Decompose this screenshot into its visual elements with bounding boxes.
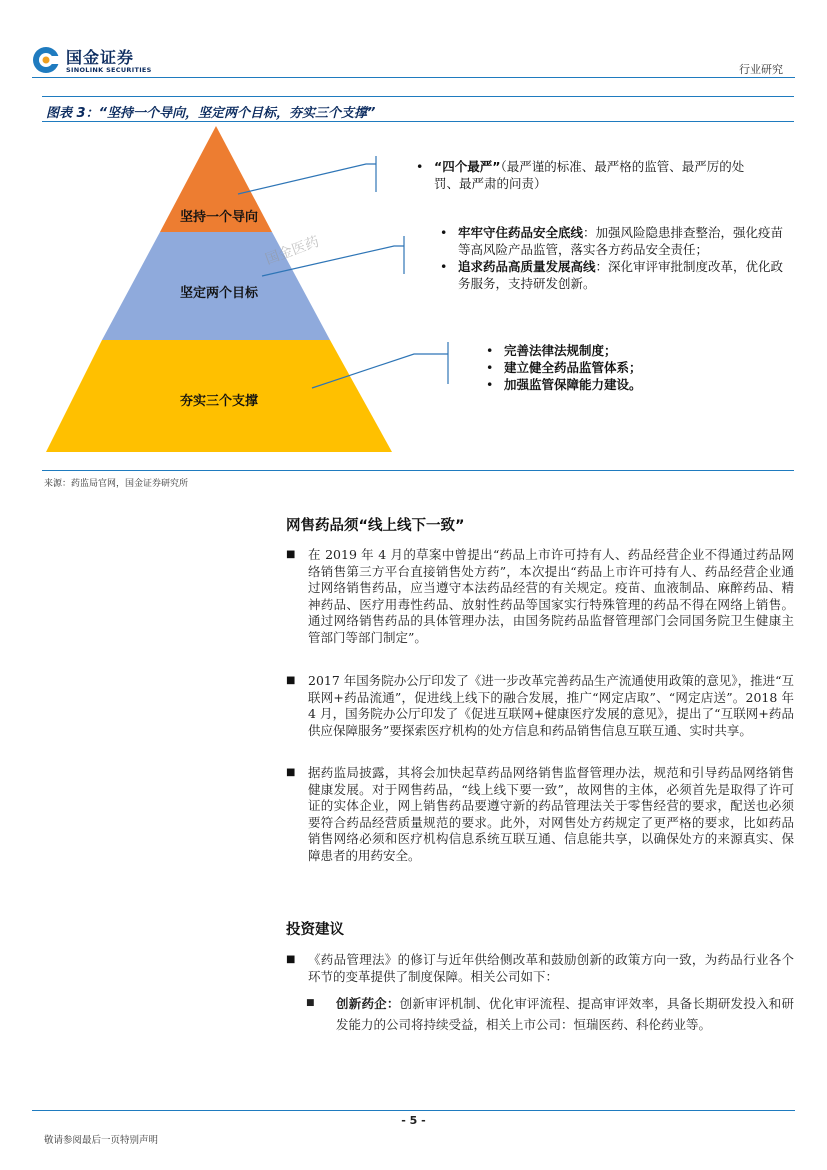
note-item-bold: 完善法律法规制度； [504, 343, 617, 358]
note-item-bold: 追求药品高质量发展高线 [458, 259, 596, 274]
report-category: 行业研究 [739, 63, 783, 76]
note-item: • “四个最严”（最严谨的标准、最严格的监管、最严厉的处罚、最严肃的问责） [416, 159, 745, 191]
figure-title: 图表 3：“坚持一个导向，坚定两个目标，夯实三个支撑” [46, 106, 376, 121]
logo-english-name: SINOLINK SECURITIES [66, 66, 152, 74]
figure-title-bar [42, 96, 794, 122]
sinolink-logo [32, 44, 182, 80]
note-item-text: （最严谨的标准、最严格的监管、最严厉的处罚、最严肃的问责） [434, 159, 745, 191]
note-item-text: ：深化审评审批制度改革，优化政务服务，支持研发创新。 [458, 259, 784, 291]
tier-label-bottom: 夯实三个支撑 [180, 394, 259, 409]
page-header [0, 0, 827, 84]
note-item: • 追求药品高质量发展高线：深化审评审批制度改革，优化政务服务，支持研发创新。 [440, 259, 784, 291]
note-item-bold: 牢牢守住药品安全底线 [458, 225, 584, 240]
note-item-bold: 建立健全药品监管体系； [504, 360, 642, 375]
note-item: • 建立健全药品监管体系； [486, 360, 642, 375]
paragraph: ■ 《药品管理法》的修订与近年供给侧改革和鼓励创新的政策方向一致，为药品行业各个环节的变革提供了制度保障。相关公司如下： [286, 952, 794, 984]
section-title-online-sales: 网售药品须“线上线下一致” [286, 518, 465, 534]
square-bullet-icon: ■ [306, 998, 315, 1008]
tier-label-top: 坚持一个导向 [180, 210, 259, 225]
square-bullet-icon: ■ [286, 549, 296, 560]
figure-source: 来源：药监局官网，国金证券研究所 [44, 479, 189, 489]
note-item: • 加强监管保障能力建设。 [486, 377, 642, 392]
tier-label-middle: 坚定两个目标 [180, 286, 259, 301]
note-item-bold: 加强监管保障能力建设。 [504, 377, 642, 392]
square-bullet-icon: ■ [286, 675, 296, 686]
footer-divider [32, 1110, 795, 1111]
note-item: • 牢牢守住药品安全底线：加强风险隐患排查整治，强化疫苗等高风险产品监管，落实各方药品安全责任； [440, 225, 784, 257]
section-title-investment: 投资建议 [286, 922, 344, 938]
policy-pyramid-diagram [42, 122, 794, 470]
paragraph: ■ 据药监局披露，其将会加快起草药品网络销售监督管理办法，规范和引导药品网络销售健康发展。对于网售药品，“线上线下要一致”，故网售的主体，必须首先是取得了许可证的实体企业，网上销售药品要遵守新的药品管理法关于零售经营的要求，配送也必须要符合药品经营质量规范的要求。此外，对网售处方药规定了更严格的要求，比如药品销售网络必须和医疗机构信息系统互联互通、信息能共享，以确保处方的来源真实、保障患者的用药安全。 [286, 765, 794, 863]
page-number: - 5 - [401, 1114, 426, 1127]
figure-bottom-divider [42, 470, 794, 471]
logo-mark-icon [32, 46, 60, 74]
note-item: • 完善法律法规制度； [486, 343, 617, 358]
logo-chinese-name: 国金证券 [66, 48, 135, 67]
note-item-bold: “四个最严” [434, 159, 501, 174]
paragraph: ■ 在 2019 年 4 月的草案中曾提出“药品上市许可持有人、药品经营企业不得通过药品网络销售第三方平台直接销售处方药”，本次提出“药品上市许可持有人、药品经营企业通过网络销售药品，应当遵守本法药品经营的有关规定。疫苗、血液制品、麻醉药品、精神药品、医疗用毒性药品、放射性药品等国家实行特殊管理的药品不得在网络上销售。通过网络销售药品的具体管理办法，由国务院药品监督管理部门会同国务院卫生健康主管部门等部门制定”。 [286, 547, 794, 645]
note-tier-middle [440, 224, 788, 292]
sub-paragraph-innovative-pharma: ■ 创新药企：创新审评机制、优化审评流程、提高审评效率，具备长期研发投入和研发能力的公司将持续受益，相关上市公司：恒瑞医药、科伦药业等。 [306, 993, 794, 1035]
sub-paragraph-heading: 创新药企： [336, 996, 400, 1011]
watermark-text: 国金医药 [263, 233, 322, 269]
note-item-text: ：加强风险隐患排查整治，强化疫苗等高风险产品监管，落实各方药品安全责任； [458, 225, 784, 257]
note-tier-top [416, 158, 766, 192]
header-divider [32, 77, 795, 78]
disclaimer-note: 敬请参阅最后一页特别声明 [44, 1135, 159, 1146]
square-bullet-icon: ■ [286, 954, 296, 965]
callout-line-top [238, 164, 376, 194]
note-tier-bottom [486, 342, 786, 393]
square-bullet-icon: ■ [286, 767, 296, 778]
paragraph: ■ 2017 年国务院办公厅印发了《进一步改革完善药品生产流通使用政策的意见》，推进“互联网+药品流通”，促进线上线下的融合发展，推广“网定店取”、“网定店送”。2018 年 4 月，国务院办公厅印发了《促进互联网+健康医疗发展的意见》，提出了“互联网+药品供应保障服务”要探索医疗机构的处方信息和药品销售信息互联互通、实时共享。 [286, 673, 794, 738]
